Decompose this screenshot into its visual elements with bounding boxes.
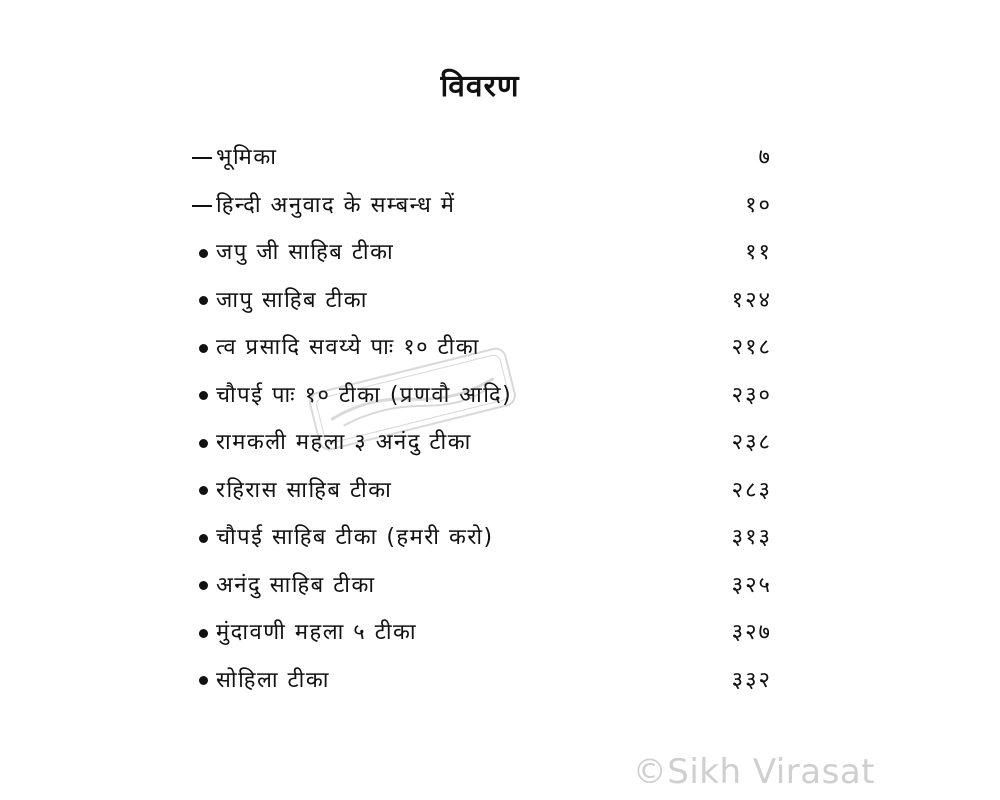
toc-entry-page: ११ xyxy=(745,240,772,265)
toc-entry-label: अनंदु साहिब टीका xyxy=(216,572,376,598)
bullet-marker xyxy=(190,473,212,509)
toc-entry-label: भूमिका xyxy=(216,145,278,170)
bullet-marker xyxy=(190,568,212,604)
toc-entry xyxy=(190,425,790,473)
bullet-marker xyxy=(190,330,212,366)
toc-entry-label: जापु साहिब टीका xyxy=(216,287,368,313)
toc-entry xyxy=(190,188,790,236)
toc-entry xyxy=(190,663,790,711)
toc-entry-page: १० xyxy=(745,192,772,218)
toc-entry-label: चौपई साहिब टीका (हमरी करो) xyxy=(216,525,494,550)
bullet-marker xyxy=(190,425,212,461)
toc-entry-label: मुंदावणी महला ५ टीका xyxy=(216,620,418,645)
toc-entry xyxy=(190,235,790,283)
toc-entry-label: त्व प्रसादि सवय्ये पाः १० टीका xyxy=(216,335,480,360)
bullet-marker xyxy=(190,235,212,271)
dash-marker xyxy=(190,140,212,176)
toc-entry-page: ३२७ xyxy=(731,620,772,645)
toc-entry xyxy=(190,473,790,521)
toc-entry xyxy=(190,140,790,188)
table-of-contents xyxy=(190,140,790,710)
copyright-watermark: ©Sikh Virasat xyxy=(632,752,875,792)
toc-entry xyxy=(190,520,790,568)
toc-entry-page: २१८ xyxy=(731,335,772,360)
toc-entry-label: चौपई पाः १० टीका (प्रणवौ आदि) xyxy=(216,382,513,408)
bullet-marker xyxy=(190,378,212,414)
toc-entry-page: ३१३ xyxy=(731,525,772,550)
toc-entry-page: ७ xyxy=(758,145,772,170)
bullet-marker xyxy=(190,520,212,556)
toc-entry xyxy=(190,283,790,331)
toc-entry-label: हिन्दी अनुवाद के सम्बन्ध में xyxy=(216,192,456,218)
toc-entry-label: जपु जी साहिब टीका xyxy=(216,240,395,265)
page-title: विवरण xyxy=(440,69,520,104)
toc-entry-label: रामकली महला ३ अनंदु टीका xyxy=(216,430,472,455)
toc-entry-label: रहिरास साहिब टीका xyxy=(216,477,393,503)
toc-entry-page: १२४ xyxy=(731,287,772,313)
bullet-marker xyxy=(190,615,212,651)
toc-entry-page: ३२५ xyxy=(731,572,772,598)
toc-entry-page: २८३ xyxy=(731,477,772,503)
toc-entry xyxy=(190,615,790,663)
toc-entry xyxy=(190,568,790,616)
toc-entry-page: २३८ xyxy=(731,430,772,455)
toc-entry-page: ३३२ xyxy=(731,667,772,693)
bullet-marker xyxy=(190,283,212,319)
bullet-marker xyxy=(190,663,212,699)
toc-entry-page: २३० xyxy=(731,382,772,408)
dash-marker xyxy=(190,188,212,224)
toc-entry-label: सोहिला टीका xyxy=(216,667,330,693)
